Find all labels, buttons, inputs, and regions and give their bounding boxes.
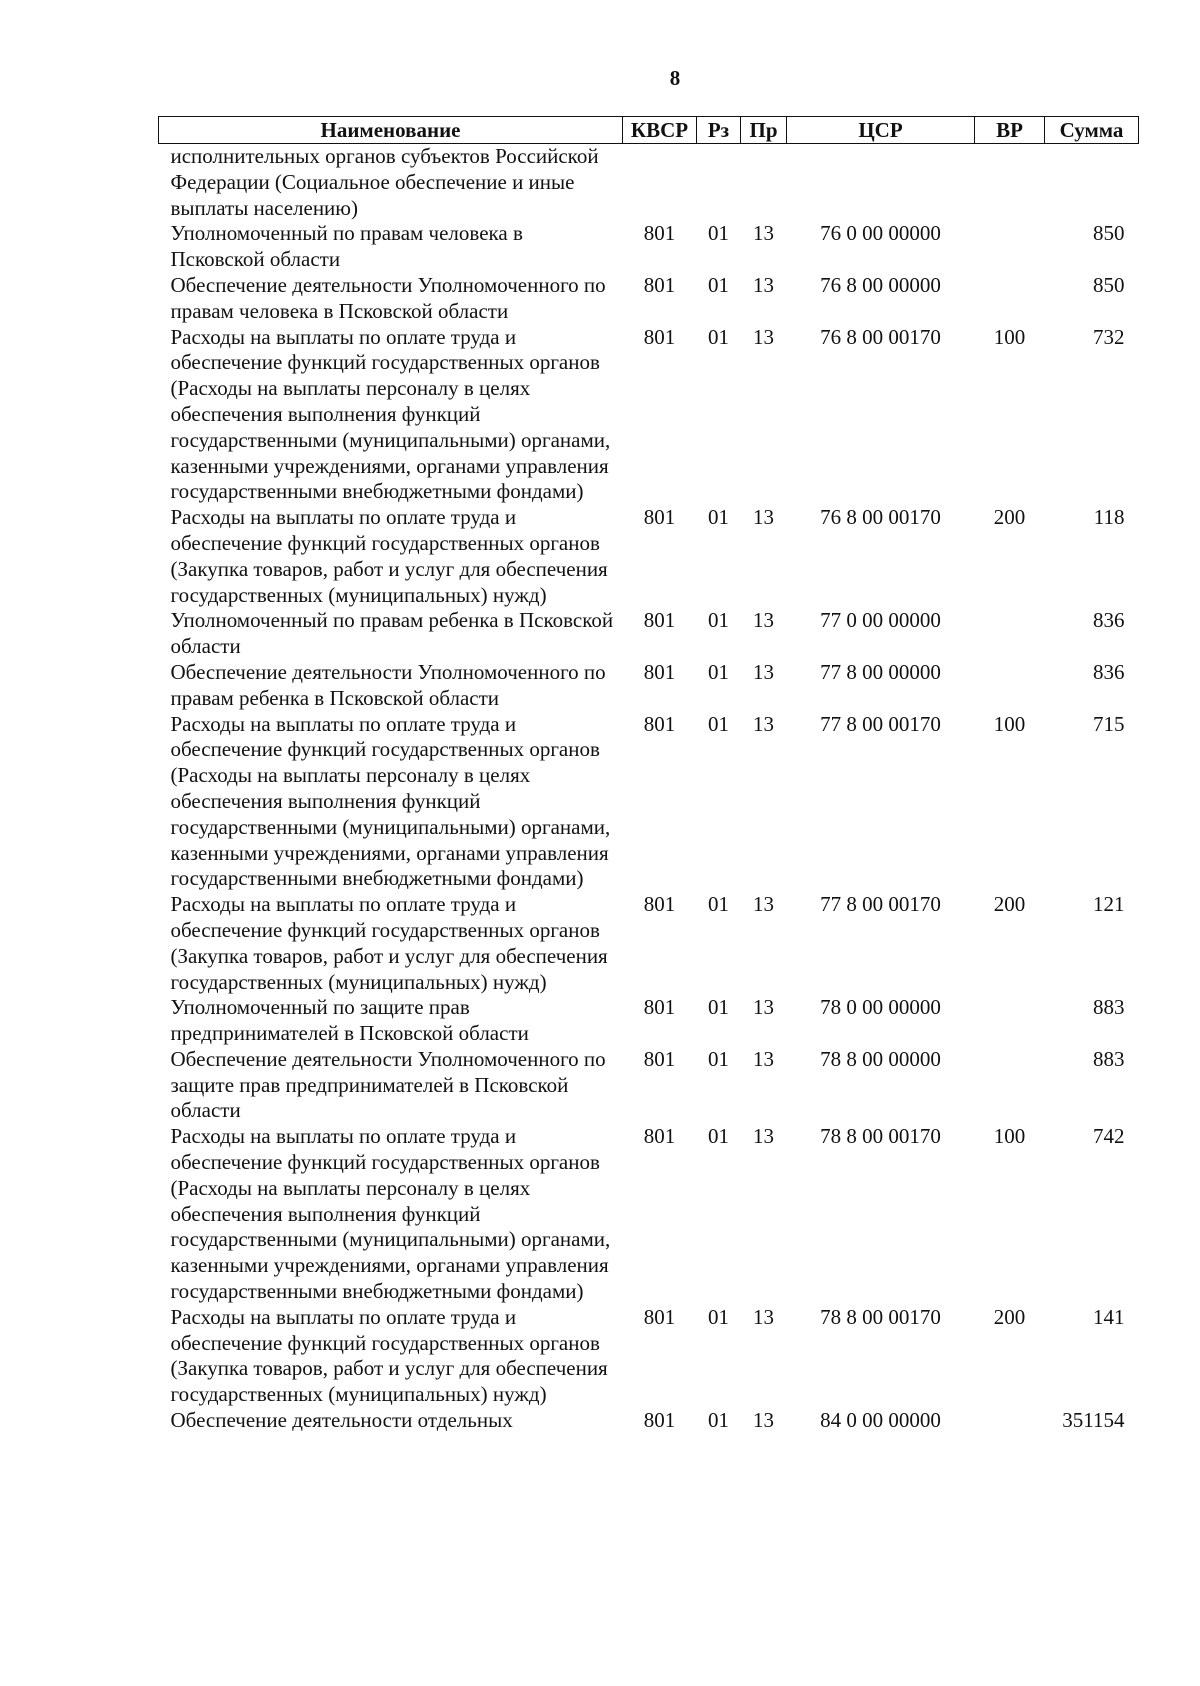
cell-rz: 01 xyxy=(708,1408,729,1433)
table-row xyxy=(159,505,1139,608)
cell-name: Обеспечение деятельности Уполномоченного по правам человека в Псковской области xyxy=(170,272,606,323)
cell-sum: 836 xyxy=(1093,608,1125,633)
cell-vr xyxy=(975,144,1045,222)
cell-name: Обеспечение деятельности Уполномоченного по правам ребенка в Псковской области xyxy=(170,659,606,710)
cell-rz: 01 xyxy=(708,1304,729,1329)
table-body xyxy=(159,144,1139,1434)
cell-csr: 77 8 00 00000 xyxy=(820,659,941,684)
cell-name: Обеспечение деятельности отдельных xyxy=(170,1408,513,1433)
header-sum: Сумма xyxy=(1045,117,1139,144)
cell-name: Расходы на выплаты по оплате труда и обеспечение функций государственных органов (Закупка товаров, работ и услуг для обеспечения государственных (муниципальных) нужд) xyxy=(170,1304,608,1407)
header-name: Наименование xyxy=(159,117,623,144)
cell-csr: 84 0 00 00000 xyxy=(820,1408,941,1433)
budget-table xyxy=(158,116,1139,1434)
cell-pr: 13 xyxy=(753,1408,774,1433)
cell-csr: 78 8 00 00170 xyxy=(820,1304,941,1329)
cell-pr: 13 xyxy=(753,892,774,917)
cell-name: Уполномоченный по правам ребенка в Псковской области xyxy=(170,608,614,659)
cell-csr: 78 0 00 00000 xyxy=(820,995,941,1020)
cell-pr: 13 xyxy=(753,272,774,297)
cell-vr xyxy=(975,660,1045,712)
cell-vr: 100 xyxy=(993,1124,1026,1149)
cell-csr: 77 8 00 00170 xyxy=(820,711,941,736)
cell-name: Расходы на выплаты по оплате труда и обеспечение функций государственных органов (Закупка товаров, работ и услуг для обеспечения государственных (муниципальных) нужд) xyxy=(170,892,608,994)
cell-name: Уполномоченный по защите прав предпринимателей в Псковской области xyxy=(170,995,529,1046)
table-row xyxy=(159,1408,1139,1434)
cell-rz: 01 xyxy=(708,995,729,1020)
table-row xyxy=(159,660,1139,712)
cell-sum: 351154 xyxy=(1062,1408,1125,1433)
cell-sum: 715 xyxy=(1093,711,1125,736)
table-row xyxy=(159,144,1139,222)
cell-rz: 01 xyxy=(708,324,729,349)
cell-rz: 01 xyxy=(708,892,729,917)
cell-name: Расходы на выплаты по оплате труда и обеспечение функций государственных органов (Расходы на выплаты персоналу в целях обеспечения выполнения функций государственными (муниципальными) органами, казенными учреждениями, органами управления государственными внебюджетными фондами) xyxy=(170,711,611,891)
cell-name: Уполномоченный по правам человека в Псковской области xyxy=(170,221,523,272)
page-number: 8 xyxy=(669,66,681,90)
cell-sum: 883 xyxy=(1093,995,1125,1020)
header-row xyxy=(159,117,1139,144)
cell-vr xyxy=(975,995,1045,1047)
cell-sum: 836 xyxy=(1093,659,1125,684)
cell-pr: 13 xyxy=(753,711,774,736)
cell-rz: 01 xyxy=(708,272,729,297)
cell-csr: 78 8 00 00000 xyxy=(820,1046,941,1071)
cell-vr: 100 xyxy=(993,324,1026,349)
cell-vr xyxy=(975,221,1045,273)
cell-sum: 883 xyxy=(1093,1046,1125,1071)
cell-name: Расходы на выплаты по оплате труда и обеспечение функций государственных органов (Расходы на выплаты персоналу в целях обеспечения выполнения функций государственными (муниципальными) органами, казенными учреждениями, органами управления государственными внебюджетными фондами) xyxy=(170,1124,611,1304)
cell-vr: 100 xyxy=(993,711,1026,736)
cell-csr: 77 8 00 00170 xyxy=(820,892,941,917)
cell-sum: 850 xyxy=(1093,221,1125,246)
cell-rz: 01 xyxy=(708,711,729,736)
cell-pr: 13 xyxy=(753,1304,774,1329)
cell-kvsr: 801 xyxy=(643,1046,676,1071)
table-row xyxy=(159,325,1139,506)
cell-rz: 01 xyxy=(708,659,729,684)
header-rz: Рз xyxy=(697,117,741,144)
cell-sum: 121 xyxy=(1093,892,1125,917)
cell-name: Обеспечение деятельности Уполномоченного по защите прав предпринимателей в Псковской области xyxy=(170,1046,606,1123)
cell-sum: 850 xyxy=(1093,272,1125,297)
cell-sum xyxy=(1045,144,1139,222)
table-row xyxy=(159,608,1139,660)
table-header xyxy=(159,117,1139,144)
cell-rz: 01 xyxy=(708,1046,729,1071)
cell-kvsr: 801 xyxy=(643,1124,676,1149)
cell-csr: 76 8 00 00000 xyxy=(820,272,941,297)
table-row xyxy=(159,1124,1139,1305)
cell-rz: 01 xyxy=(708,221,729,246)
table-row xyxy=(159,712,1139,893)
cell-kvsr xyxy=(623,144,697,222)
cell-rz xyxy=(697,144,741,222)
cell-pr: 13 xyxy=(753,1046,774,1071)
cell-vr xyxy=(975,1408,1045,1434)
cell-kvsr: 801 xyxy=(643,1408,676,1433)
cell-pr xyxy=(741,144,787,222)
cell-rz: 01 xyxy=(708,608,729,633)
cell-kvsr: 801 xyxy=(643,995,676,1020)
cell-csr xyxy=(787,144,975,222)
table-row xyxy=(159,1305,1139,1408)
cell-vr: 200 xyxy=(993,892,1026,917)
cell-pr: 13 xyxy=(753,659,774,684)
cell-csr: 76 8 00 00170 xyxy=(820,324,941,349)
cell-rz: 01 xyxy=(708,505,729,530)
cell-csr: 76 8 00 00170 xyxy=(820,505,941,530)
header-vr: ВР xyxy=(975,117,1045,144)
cell-sum: 141 xyxy=(1093,1304,1125,1329)
cell-kvsr: 801 xyxy=(643,221,676,246)
cell-vr: 200 xyxy=(993,505,1026,530)
cell-pr: 13 xyxy=(753,221,774,246)
cell-rz: 01 xyxy=(708,1124,729,1149)
cell-pr: 13 xyxy=(753,324,774,349)
cell-pr: 13 xyxy=(753,505,774,530)
cell-vr xyxy=(975,608,1045,660)
cell-name: Расходы на выплаты по оплате труда и обеспечение функций государственных органов (Закупка товаров, работ и услуг для обеспечения государственных (муниципальных) нужд) xyxy=(170,505,608,607)
cell-pr: 13 xyxy=(753,1124,774,1149)
table-row xyxy=(159,995,1139,1047)
cell-sum: 742 xyxy=(1093,1124,1125,1149)
cell-vr: 200 xyxy=(993,1304,1026,1329)
cell-pr: 13 xyxy=(753,608,774,633)
cell-kvsr: 801 xyxy=(643,272,676,297)
table-row xyxy=(159,892,1139,995)
cell-kvsr: 801 xyxy=(643,324,676,349)
cell-vr xyxy=(975,273,1045,325)
cell-csr: 76 0 00 00000 xyxy=(820,221,941,246)
cell-kvsr: 801 xyxy=(643,608,676,633)
cell-kvsr: 801 xyxy=(643,659,676,684)
cell-csr: 77 0 00 00000 xyxy=(820,608,941,633)
header-csr: ЦСР xyxy=(787,117,975,144)
cell-name: Расходы на выплаты по оплате труда и обеспечение функций государственных органов (Расходы на выплаты персоналу в целях обеспечения выполнения функций государственными (муниципальными) органами, казенными учреждениями, органами управления государственными внебюджетными фондами) xyxy=(170,324,611,504)
table-row xyxy=(159,273,1139,325)
cell-sum: 732 xyxy=(1093,324,1125,349)
cell-kvsr: 801 xyxy=(643,1304,676,1329)
header-pr: Пр xyxy=(741,117,787,144)
header-kvsr: КВСР xyxy=(623,117,697,144)
cell-kvsr: 801 xyxy=(643,892,676,917)
table-row xyxy=(159,1047,1139,1124)
cell-sum: 118 xyxy=(1093,505,1125,530)
cell-pr: 13 xyxy=(753,995,774,1020)
cell-kvsr: 801 xyxy=(643,505,676,530)
cell-vr xyxy=(975,1047,1045,1124)
cell-csr: 78 8 00 00170 xyxy=(820,1124,941,1149)
table-row xyxy=(159,221,1139,273)
cell-name: исполнительных органов субъектов Российской Федерации (Социальное обеспечение и иные выплаты населению) xyxy=(170,144,599,220)
cell-kvsr: 801 xyxy=(643,711,676,736)
